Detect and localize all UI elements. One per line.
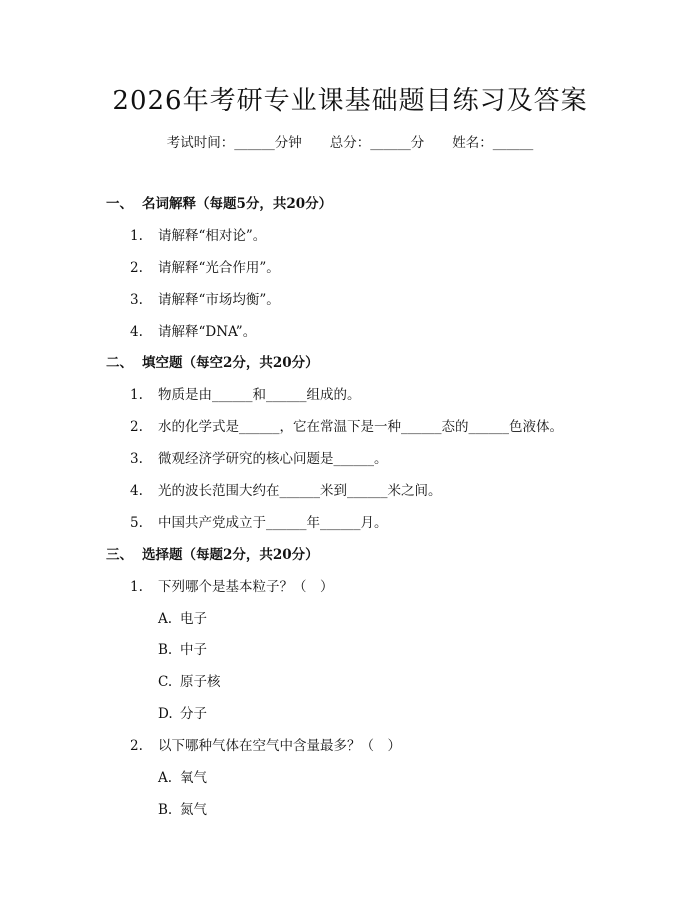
question-item xyxy=(130,415,563,435)
option-letter: C. xyxy=(158,674,173,690)
question-item xyxy=(130,575,334,595)
question-number: 5. xyxy=(130,515,143,531)
question-item xyxy=(130,511,388,531)
question-number: 1. xyxy=(130,228,143,244)
question-number: 2. xyxy=(130,738,143,754)
section-number: 三、 xyxy=(106,547,133,563)
question-text: 物质是由______和______组成的。 xyxy=(158,387,361,403)
answer-option xyxy=(158,702,207,722)
option-letter: B. xyxy=(158,802,173,818)
answer-option xyxy=(158,638,207,658)
question-text: 下列哪个是基本粒子？（ ） xyxy=(158,579,334,595)
option-text: 分子 xyxy=(180,706,207,722)
section-number: 一、 xyxy=(106,196,133,212)
question-number: 4. xyxy=(130,483,143,499)
question-number: 1. xyxy=(130,387,143,403)
option-letter: A. xyxy=(158,770,173,786)
option-text: 原子核 xyxy=(180,674,221,690)
option-letter: A. xyxy=(158,611,173,627)
question-item xyxy=(130,256,280,276)
answer-option xyxy=(158,607,207,627)
question-item xyxy=(130,447,388,467)
answer-option xyxy=(158,766,207,786)
question-item xyxy=(130,288,280,308)
question-text: 以下哪种气体在空气中含量最多？（ ） xyxy=(158,738,401,754)
question-number: 4. xyxy=(130,324,143,340)
option-letter: D. xyxy=(158,706,173,722)
section-number: 二、 xyxy=(106,355,133,371)
question-item xyxy=(130,383,361,403)
question-item xyxy=(130,734,401,754)
section-title: 名词解释（每题5分，共20分） xyxy=(142,196,333,212)
exam-time-field: 考试时间：______分钟 xyxy=(166,135,302,151)
section-title: 填空题（每空2分，共20分） xyxy=(142,355,319,371)
question-item xyxy=(130,224,266,244)
question-number: 3. xyxy=(130,292,143,308)
question-text: 请解释“光合作用”。 xyxy=(158,260,280,276)
section-heading-fill-in xyxy=(106,351,319,371)
question-number: 2. xyxy=(130,419,143,435)
section-heading-multiple-choice xyxy=(106,543,319,563)
section-heading-definitions xyxy=(106,192,332,212)
exam-meta xyxy=(0,131,700,151)
question-text: 请解释“相对论”。 xyxy=(158,228,267,244)
student-name-field: 姓名：______ xyxy=(452,135,534,151)
answer-option xyxy=(158,670,221,690)
answer-option xyxy=(158,798,207,818)
question-text: 请解释“市场均衡”。 xyxy=(158,292,280,308)
option-letter: B. xyxy=(158,642,173,658)
page-title: 2026年考研专业课基础题目练习及答案 xyxy=(112,86,588,116)
option-text: 氮气 xyxy=(180,802,207,818)
question-number: 1. xyxy=(130,579,143,595)
question-item xyxy=(130,320,256,340)
total-score-field: 总分：______分 xyxy=(329,135,425,151)
question-item xyxy=(130,479,442,499)
question-text: 中国共产党成立于______年______月。 xyxy=(158,515,388,531)
question-number: 3. xyxy=(130,451,143,467)
option-text: 氧气 xyxy=(180,770,207,786)
question-number: 2. xyxy=(130,260,143,276)
question-text: 水的化学式是______，它在常温下是一种______态的______色液体。 xyxy=(158,419,563,435)
question-text: 光的波长范围大约在______米到______米之间。 xyxy=(158,483,442,499)
question-text: 请解释“DNA”。 xyxy=(158,324,257,340)
option-text: 中子 xyxy=(180,642,207,658)
section-title: 选择题（每题2分，共20分） xyxy=(142,547,319,563)
option-text: 电子 xyxy=(180,611,207,627)
question-text: 微观经济学研究的核心问题是______。 xyxy=(158,451,388,467)
